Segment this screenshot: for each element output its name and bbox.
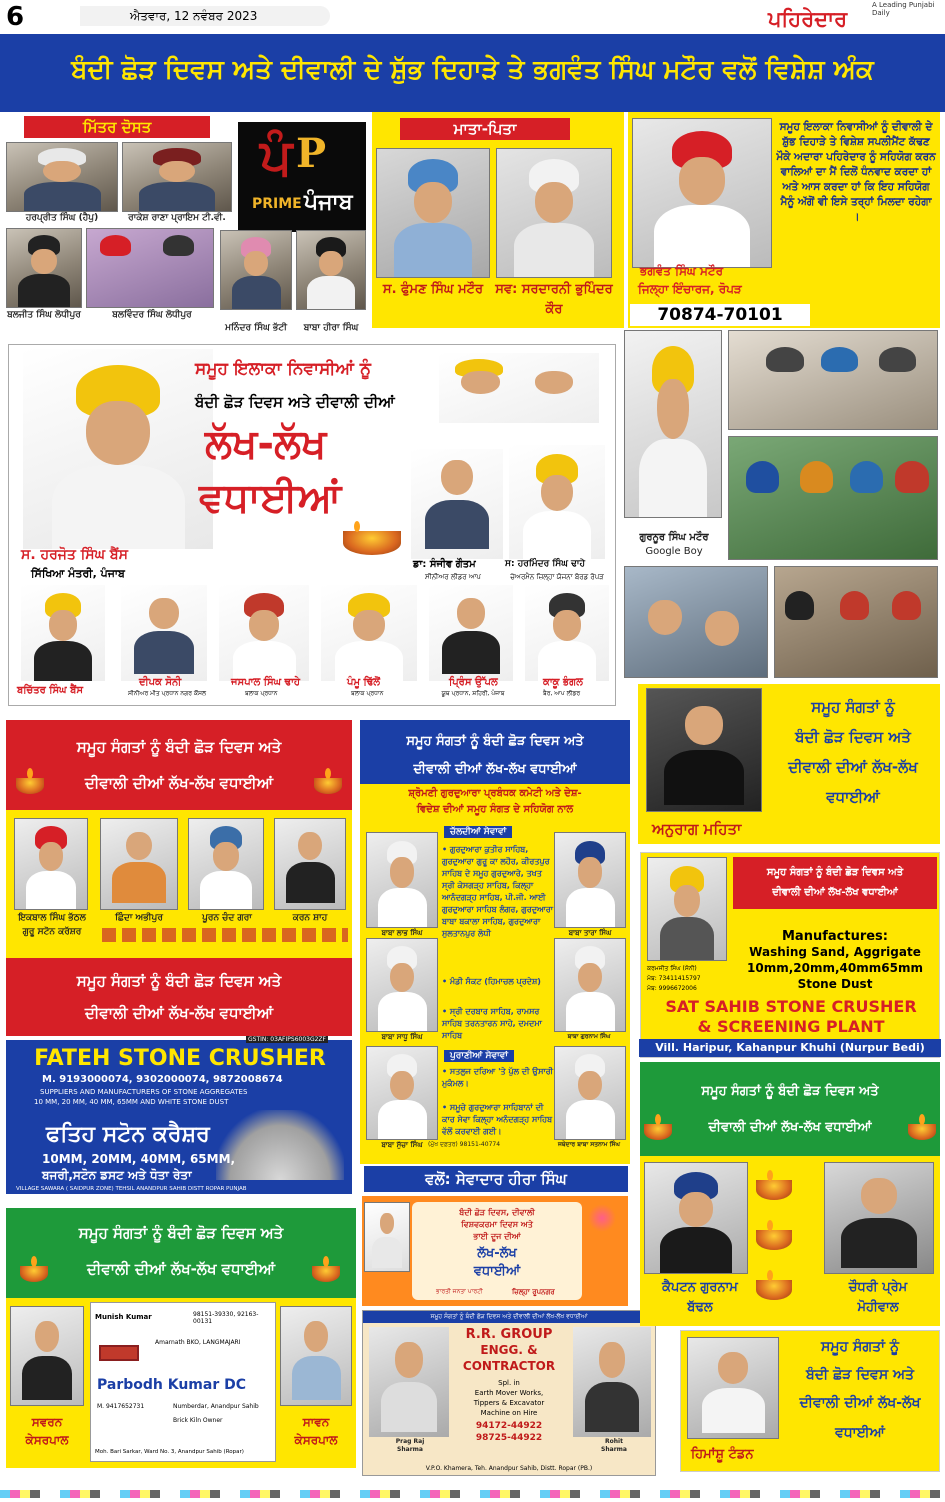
header-date: ਐਤਵਾਰ, 12 ਨਵੰਬਰ 2023 [130,9,258,23]
diya-icon [343,531,401,555]
photo-rohit [573,1327,651,1437]
photo-karamjit [647,857,727,961]
diya-row [102,928,348,942]
himanshu-line1: ਸਮੂਹ ਸੰਗਤਾਂ ਨੂੰ [821,1339,899,1355]
kaku-name: ਕਾਕੂ ਭੰਗਲ [543,677,583,688]
rr-name2: ENGG. & [480,1343,538,1357]
anurag-line3: ਦੀਵਾਲੀ ਦੀਆਂ ਲੱਖ-ਲੱਖ [788,758,918,776]
greeting-fateh [6,958,352,1036]
parbodh-panel [6,1298,356,1468]
photo-baba-hira [296,230,366,310]
baba-satnam-name: ਜਥੇਦਾਰ ਬਾਬਾ ਸਤਨਾਮ ਸਿੰਘ [558,1141,620,1148]
guru-stone-name: ਗੁਰੂ ਸਟੋਨ ਕਰੱਸ਼ਰ [22,927,82,937]
sgpc-line2: ਦੀਵਾਲੀ ਦੀਆਂ ਲੱਖ-ਲੱਖ ਵਧਾਈਆਂ [413,762,577,777]
harjot-big2: ਵਧਾਈਆਂ [199,475,342,521]
deepak-role: ਸੀਨੀਅਰ ਮੀਤ ਪ੍ਰਧਾਨ ਨਗਰ ਕੌਂਸਲ [127,690,207,697]
rr-service2: Tippers & Excavator [473,1399,545,1407]
caption-baljit: ਬਲਜੀਤ ਸਿੰਘ ਲੋਧੀਪੁਰ [7,310,81,320]
photo-baba-tara [554,832,626,928]
fateh-gravel-image [216,1110,344,1180]
kaku-role: ਬੈਰ, ਆਪ ਲੀਡਰ [543,690,581,697]
friends-section [0,112,370,332]
sawan-name: ਸਾਵਨ [302,1415,330,1429]
photo-gurnur-family [624,330,722,518]
diya-icon-left [644,1124,672,1140]
puran-name: ਪੂਰਨ ਚੰਦ ਗਰਾ [202,913,252,923]
anurag-panel [638,684,940,844]
bjp-line6: ਜ਼ਿਲ੍ਹਾ ਰੂਪਨਗਰ [512,1288,555,1296]
rr-phone1: 94172-44922 [475,1421,543,1431]
parents-heading: ਮਾਤਾ-ਪਿਤਾ [400,118,570,140]
bjp-ad [362,1196,628,1306]
prem-surname: ਮੋਹੀਵਾਲ [857,1300,899,1315]
sgpc-tag2: ਪੁਰਾਣੀਆਂ ਸੇਵਾਵਾਂ [444,1050,514,1062]
pammu-name: ਪੰਮੂ ਢਿੱਲੋਂ [347,677,381,688]
parbodh-amarnath: Amarnath BKO, LANGMAJARI [155,1339,241,1346]
baba-labh-name: ਬਾਬਾ ਲਾਭ ਸਿੰਘ [381,929,423,937]
sat-sahib-ad [640,852,940,1058]
baba-tara-name: ਬਾਬਾ ਤਾਰਾ ਸਿੰਘ [568,929,612,937]
swaran-name: ਸਵਰਨ [31,1415,63,1429]
harjot-role: ਸਿੱਖਿਆ ਮੰਤਰੀ, ਪੰਜਾਬ [31,567,125,580]
banner-title: ਬੰਦੀ ਛੋੜ ਦਿਵਸ ਅਤੇ ਦੀਵਾਲੀ ਦੇ ਸ਼ੁੱਭ ਦਿਹਾੜੇ ਤੇ ਭਗਵੰਤ ਸਿੰਘ ਮਟੌਰ ਵਲੋਂ ਵਿਸ਼ੇਸ਼ ਅੰਕ [71,55,874,85]
harjot-line1: ਸਮੂਹ ਇਲਾਕਾ ਨਿਵਾਸੀਆਂ ਨੂੰ [195,359,371,379]
diya-icon-right [312,1266,340,1282]
himanshu-line3: ਦੀਵਾਲੀ ਦੀਆਂ ਲੱਖ-ਲੱਖ [799,1395,921,1411]
rr-service1: Earth Mover Works, [474,1389,544,1397]
diya-icon-right [314,778,342,794]
gurnur-name: ਗੁਰਨੂਰ ਸਿੰਘ ਮਟੌਰ [639,532,709,543]
rr-service3: Machine on Hire [480,1409,538,1417]
fateh-name: FATEH STONE CRUSHER [34,1046,326,1071]
prag-raj-name: Prag Raj [395,1438,425,1445]
iqbal-name: ਇਕਬਾਲ ਸਿੰਘ ਭੱਠਲ [18,913,86,923]
editor-box [628,112,940,328]
bjp-line4: ਲੱਖ-ਲੱਖ [477,1246,517,1261]
prime-logo-punjab: ਪੰਜਾਬ [304,190,353,215]
photo-kaku [525,585,609,681]
parbodh-address: Moh. Bari Sarkar, Ward No. 3, Anandpur Sahib (Ropar) [95,1449,244,1455]
photo-bhagwant [632,118,772,268]
photo-himanshu [687,1337,779,1439]
harjot-line2: ਬੰਦੀ ਛੋੜ ਦਿਵਸ ਅਤੇ ਦੀਵਾਲੀ ਦੀਆਂ [195,393,395,411]
himanshu-panel [680,1330,940,1472]
greeting-captain [640,1062,940,1156]
photo-mother [496,148,612,278]
rr-name1: R.R. GROUP [465,1327,553,1342]
bjp-line1: ਬੰਦੀ ਛੋੜ ਦਿਵਸ, ਦੀਵਾਲੀ [459,1208,535,1217]
photo-harminder [509,445,605,559]
sanjeev-name: ਡਾ: ਸੰਜੀਵ ਗੌਤਮ [413,559,476,570]
caption-maninder: ਮਨਿੰਦਰ ਸਿੰਘ ਭੱਟੀ [225,323,287,333]
photo-jaspal [219,585,309,681]
anurag-name: ਅਨੁਰਾਗ ਮਹਿਤਾ [652,820,742,838]
photo-balwinder [86,228,214,308]
photo-baljit [6,228,82,308]
gurnur-sub: Google Boy [645,546,703,557]
harjot-big1: ਲੱਖ-ਲੱਖ [205,421,327,467]
harminder-role: ਚੇਅਰਮੈਨ ਜ਼ਿਲ੍ਹਾ ਯੋਜਨਾ ਬੋਰਡ ਰੋਪੜ [510,573,604,581]
fateh-psub1: 10MM, 20MM, 40MM, 65MM, [42,1152,236,1166]
caption-harpreet: ਹਰਪ੍ਰੀਤ ਸਿੰਘ (ਹੈਪੁ) [25,213,99,223]
parbodh-phone: 98151-39330, 92163-00131 [193,1311,259,1325]
photo-sawan [280,1306,352,1406]
captain-line2: ਦੀਵਾਲੀ ਦੀਆਂ ਲੱਖ-ਲੱਖ ਵਧਾਈਆਂ [708,1120,872,1135]
greeting-fateh-line1: ਸਮੂਹ ਸੰਗਤਾਂ ਨੂੰ ਬੰਦੀ ਛੋੜ ਦਿਵਸ ਅਤੇ [76,972,282,990]
photo-prince [429,585,513,681]
sgpc-sevadar: ਵਲੋਂ: ਸੇਵਾਦਾਰ ਹੀਰਾ ਸਿੰਘ [364,1166,628,1192]
captain-panel [640,1156,940,1326]
himanshu-line2: ਬੰਦੀ ਛੋੜ ਦਿਵਸ ਅਤੇ [805,1367,915,1383]
sat-sahib-m3: Stone Dust [797,977,873,991]
sat-sahib-m1: Washing Sand, Aggrigate [749,945,921,959]
fateh-sub2: 10 MM, 20 MM, 40 MM, 65MM AND WHITE STONE DUST [34,1098,229,1106]
sat-sahib-address: Vill. Haripur, Kahanpur Khuhi (Nurpur Bedi) [639,1039,941,1057]
prime-logo-text: PRIME [252,196,302,212]
photo-anurag [646,688,762,812]
captain-name: ਕੈਪਟਨ ਗੁਰਨਾਮ [662,1280,738,1295]
caption-rakesh: ਰਾਕੇਸ਼ ਰਾਣਾ ਪ੍ਰਾਇਮ ਟੀ.ਵੀ. [128,213,226,223]
harjot-name: ਸ. ਹਰਜੋਤ ਸਿੰਘ ਬੈਂਸ [21,547,128,563]
diya-icon-left [16,778,44,794]
baba-sucha-name: ਬਾਬਾ ਸੁੱਚਾ ਸਿੰਘ [381,1141,423,1149]
bachittar-name: ਬਚਿੱਤਰ ਸਿੰਘ ਬੈਂਸ [17,685,83,696]
fateh-sub1: SUPPLIERS AND MANUFACTURERS OF STONE AGGREGATES [40,1088,248,1096]
sat-sahib-name1: SAT SAHIB STONE CRUSHER [665,997,917,1016]
father-name: ਸ. ਫੁੰਮਣ ਸਿੰਘ ਮਟੌਰ [382,282,484,297]
himanshu-line4: ਵਧਾਈਆਂ [835,1425,885,1441]
photo-baba-satnam [554,1046,626,1140]
anurag-line1: ਸਮੂਹ ਸੰਗਤਾਂ ਨੂੰ [811,698,895,716]
fateh-psub2: ਬਜਰੀ,ਸਟੋਨ ਡਸਟ ਅਤੇ ਧੋਤਾ ਰੇਤਾ [42,1168,192,1182]
prem-name: ਚੌਧਰੀ ਪ੍ਰੇਮ [848,1280,908,1295]
sawan-surname: ਕੇਸਰਪਾਲ [294,1433,338,1447]
swaran-surname: ਕੇਸਰਪਾਲ [25,1433,69,1447]
sanjeev-role: ਸੀਨੀਅਰ ਲੀਡਰ ਆਪ [425,573,481,581]
editor-message: ਸਮੂਹ ਇਲਾਕਾ ਨਿਵਾਸੀਆਂ ਨੂੰ ਦੀਵਾਲੀ ਦੇ ਸ਼ੁੱਭ ਦਿਹਾੜੇ ਤੇ ਵਿਸ਼ੇਸ਼ ਸਪਲੀਮੈਂਟ ਕੱਢਣ ਮੌਕੇ ਅਦਾਰਾ ਪਹਿਰੇਦਾਰ ਨੂੰ ਸਹਿਯੋਗ ਕਰਨ ਵਾਲਿਆਂ ਦਾ ਮੈਂ ਦਿਲੋਂ ਧੰਨਵਾਦ ਕਰਦਾ ਹਾਂ ਅਤੇ ਆਸ ਕਰਦਾ ਹਾਂ ਕਿ ਇਹ ਸਹਿਯੋਗ ਮੈਨੂੰ ਅੱਗੋਂ ਵੀ ਇਸੇ ਤਰ੍ਹਾਂ ਮਿਲਦਾ ਰਹੇਗਾ । [776,121,936,223]
photo-rakesh [122,142,232,212]
prime-logo-glyph: ਪੰ [260,128,293,186]
baba-sadhu-name: ਬਾਬਾ ਸਾਧੂ ਸਿੰਘ [381,1033,423,1041]
lotus-icon [588,1204,616,1232]
page-header [0,0,945,32]
parbodh-card [90,1302,276,1462]
photo-puran [188,818,264,910]
diya-icon-right [908,1124,936,1140]
sgpc-tag1: ਚੱਲਦੀਆਂ ਸੇਵਾਵਾਂ [444,826,512,838]
photo-modi [364,1202,410,1272]
main-banner [0,34,945,112]
fateh-ad [6,1036,352,1194]
parbodh-munish: Munish Kumar [95,1313,152,1321]
photo-pammu [321,585,417,681]
photo-iqbal [14,818,88,910]
diya-icon-left [20,1266,48,1282]
sgpc-list4: • ਸਤਲੁਜ ਦਰਿਆ 'ਤੇ ਪੁੱਲ ਦੀ ਉਸਾਰੀ ਮੁਕੰਮਲ। [442,1067,554,1088]
editor-role: ਜਿਲ੍ਹਾ ਇੰਚਾਰਜ, ਰੋਪੜ [638,282,742,296]
sgpc-list1: • ਗੁਰਦੁਆਰਾ ਕੁਤੀਰ ਸਾਹਿਬ, ਗੁਰਦੁਆਰਾ ਗੁਰੂ ਕਾ ਲਹੌਰ, ਕੀਰਤਪੁਰ ਸਾਹਿਬ ਦੇ ਸਮੂਹ ਗੁਰਦੁਆਰੇ, ਤਖਤ ਸ੍ਰੀ ਕੇਸਗੜ੍ਹ ਸਾਹਿਬ, ਕਿਲ੍ਹਾ ਆਨੰਦਗੜ੍ਹ ਸਾਹਿਬ, ਪੀ.ਜੀ. ਆਈ ਗੁਰਦੁਆਰਾ ਸਾਹਿਬ ਲੰਗਰ, ਗੁਰਦੁਆਰਾ ਬਾਬਾ ਬਕਾਲਾ ਸਾਹਿਬ, ਗੁਰਦੁਆਰਾ ਸੁਲਤਾਨਪੁਰ ਲੋਧੀ [442,845,553,938]
editor-name: ਭਗਵੰਤ ਸਿੰਘ ਮਟੌਰ [640,264,724,278]
chhinda-name: ਛਿੰਦਾ ਅਭੀਪੁਰ [115,913,163,923]
jaspal-name: ਜਸਪਾਲ ਸਿੰਘ ਢਾਹੇ [231,677,301,688]
parbodh-mob: M. 9417652731 [97,1403,145,1410]
photo-cm-pair [439,353,599,423]
rohit-surname: Sharma [601,1446,627,1453]
parbodh-brick: Brick Kiln Owner [173,1417,223,1424]
mother-name: ਸਵ: ਸਰਦਾਰਨੀ ਭੁਪਿੰਦਰ ਕੌਰ [495,282,613,317]
rr-spl: Spl. in [498,1379,520,1387]
karan-name: ਕਰਨ ਸ਼ਾਹ [292,913,328,923]
captain-surname: ਬੱਢਲ [687,1300,713,1315]
caption-baba-hira: ਬਾਬਾ ਹੀਰਾ ਸਿੰਘ [303,323,359,333]
brick-icon [99,1345,139,1361]
jaspal-role: ਬਲਾਕ ਪ੍ਰਧਾਨ [245,690,278,697]
greeting-line2: ਦੀਵਾਲੀ ਦੀਆਂ ਲੱਖ-ਲੱਖ ਵਧਾਈਆਂ [84,774,274,792]
sgpc-panel [360,784,630,1164]
rr-phone2: 98725-44922 [475,1433,543,1443]
photo-group-outdoor [728,436,938,560]
parbodh-numberdar: Numberdar, Anandpur Sahib [173,1403,259,1410]
sgpc-line3: ਸ਼੍ਰੋਮਣੀ ਗੁਰਦੁਆਰਾ ਪ੍ਰਬੰਧਕ ਕਮੇਟੀ ਅਤੇ ਦੇਸ਼- [408,788,582,799]
photo-baba-gurnam [554,938,626,1032]
friends-heading: ਮਿੱਤਰ ਦੋਸਤ [24,116,210,138]
prince-name: ਪ੍ਰਿੰਸ ਉੱਪਲ [449,677,498,688]
captain-line1: ਸਮੂਹ ਸੰਗਤਾਂ ਨੂੰ ਬੰਦੀ ਛੋੜ ਦਿਵਸ ਅਤੇ [701,1084,879,1099]
parents-section [372,112,624,328]
bjp-line7: ਭਾਰਤੀ ਜਨਤਾ ਪਾਰਟੀ [436,1288,483,1295]
sgpc-line4: ਵਿਦੇਸ਼ ਦੀਆਂ ਸਮੂਹ ਸੰਗਤ ਦੇ ਸਹਿਯੋਗ ਨਾਲ [416,804,574,815]
page-number: 6 [6,2,25,32]
sgpc-phone: (ਮੁੱਖ ਦਫ਼ਤਰ) 98151-40774 [427,1141,501,1148]
photo-harpreet [6,142,118,212]
photo-father [376,148,490,278]
harjot-ad [8,344,616,706]
anurag-line2: ਬੰਦੀ ਛੋੜ ਦਿਵਸ ਅਤੇ [795,728,911,746]
sat-sahib-name2: & SCREENING PLANT [697,1017,885,1036]
fateh-name-pa: ਫਤਿਹ ਸਟੋਨ ਕਰੈਸ਼ਰ [46,1122,210,1147]
sat-sahib-m2: 10mm,20mm,40mm65mm [747,961,923,975]
diya-icon [756,1280,792,1300]
masthead-logo: ਪਹਿਰੇਦਾਰ [768,7,848,31]
parbodh-name: Parbodh Kumar DC [97,1377,247,1393]
sgpc-list3: • ਸ੍ਰੀ ਦਰਬਾਰ ਸਾਹਿਬ, ਰਾਮਸਰ ਸਾਹਿਬ ਤਰਨਤਾਰਨ ਸਾਹੇ, ਦਮਦਮਾ ਸਾਹਿਬ [442,1007,542,1040]
rohit-name: Rohit [605,1438,623,1445]
photo-chaudhary-prem [824,1162,934,1274]
sat-sahib-manu: Manufactures: [782,929,888,944]
baba-gurnam-name: ਬਾਬਾ ਗੁਰਨਾਮ ਸਿੰਘ [567,1033,611,1040]
greeting-parbodh [6,1208,356,1298]
photo-prag-raj [369,1327,449,1437]
photo-harjot [23,349,213,549]
sat-sahib-line1: ਸਮੂਹ ਸੰਗਤਾਂ ਨੂੰ ਬੰਦੀ ਛੋੜ ਦਿਵਸ ਅਤੇ [766,867,904,878]
himanshu-name: ਹਿਮਾਂਸ਼ੂ ਟੰਡਨ [691,1447,754,1462]
rr-top: ਸਮੂਹ ਸੰਗਤਾਂ ਨੂੰ ਬੰਦੀ ਛੋੜ ਦਿਵਸ ਅਤੇ ਦੀਵਾਲੀ ਦੀਆਂ ਲੱਖ-ਲੱਖ ਵਧਾਈਆਂ [363,1311,655,1323]
guru-stone-panel [6,810,352,958]
photo-swaran [10,1306,84,1406]
sat-sahib-greet-bg [733,857,937,909]
rr-group-ad [362,1310,656,1476]
header-tagline: A Leading Punjabi Daily [872,1,935,17]
prince-role: ਯੂਥ ਪ੍ਰਧਾਨ, ਸ਼ਹਿਰੀ, ਪੰਜਾਬ [441,690,505,697]
sgpc-list2: • ਮੰਡੀ ਸੰਕਟ (ਹਿਮਾਚਲ ਪ੍ਰਦੇਸ਼) [442,977,541,986]
photo-bachittar [21,585,105,681]
caption-balwinder: ਬਲਵਿੰਦਰ ਸਿੰਘ ਲੋਧੀਪੁਰ [112,310,192,320]
prime-punjab-logo [238,122,366,232]
photo-baba-sucha [366,1046,438,1140]
prime-logo-p: P [296,130,327,177]
photo-baba-labh [366,832,438,928]
photo-baba-sadhu [366,938,438,1032]
photo-group-four [774,566,938,678]
harminder-name: ਸ: ਹਰਮਿੰਦਰ ਸਿੰਘ ਢਾਹੇ [505,559,586,569]
photo-karan [274,818,346,910]
sgpc-header [360,720,630,784]
pammu-role: ਬਲਾਕ ਪ੍ਰਧਾਨ [351,690,384,697]
greeting-parbodh-line1: ਸਮੂਹ ਸੰਗਤਾਂ ਨੂੰ ਬੰਦੀ ਛੋੜ ਦਿਵਸ ਅਤੇ [78,1224,284,1242]
photo-deepak [121,585,207,681]
editor-phone: 70874-70101 [630,304,810,326]
fateh-phones: M. 9193000074, 9302000074, 9872008674 [42,1074,283,1085]
rr-name3: CONTRACTOR [462,1359,556,1373]
bjp-line3: ਭਾਈ ਦੂਜ ਦੀਆਂ [473,1232,521,1241]
sat-sahib-mob2: ਮੋਬ: 9996672006 [647,985,697,992]
greeting-parbodh-line2: ਦੀਵਾਲੀ ਦੀਆਂ ਲੱਖ-ਲੱਖ ਵਧਾਈਆਂ [86,1260,276,1278]
anurag-line4: ਵਧਾਈਆਂ [826,788,880,806]
deepak-name: ਦੀਪਕ ਸੋਨੀ [139,677,182,688]
greeting-guru-stone [6,720,352,816]
bjp-line5: ਵਧਾਈਆਂ [473,1264,521,1279]
greeting-fateh-line2: ਦੀਵਾਲੀ ਦੀਆਂ ਲੱਖ-ਲੱਖ ਵਧਾਈਆਂ [84,1004,274,1022]
color-registration-strip [0,1490,945,1498]
photo-sanjeev [411,449,503,559]
photo-chhinda [100,818,178,910]
diya-icon [756,1230,792,1250]
photo-children [624,566,768,678]
fateh-gstin: GSTIN: 03AFIPS6003G2ZF [248,1036,326,1043]
sgpc-list5: • ਸਮੂਚੇ ਗੁਰਦੁਆਰਾ ਸਾਹਿਬਾਨਾਂ ਦੀ ਕਾਰ ਸੇਵਾ ਕਿਲ੍ਹਾ ਅਨੰਦਗੜ੍ਹ ਸਾਹਿਬ ਵੱਲੋਂ ਕਰਵਾਈ ਗਈ। [442,1103,553,1136]
sat-sahib-owner: ਕਰਮਜੀਤ ਸਿੰਘ (ਸੋਨੀ) [647,965,697,972]
photo-maninder [220,230,292,310]
greeting-line1: ਸਮੂਹ ਸੰਗਤਾਂ ਨੂੰ ਬੰਦੀ ਛੋੜ ਦਿਵਸ ਅਤੇ [76,738,282,756]
prag-raj-surname: Sharma [397,1446,423,1453]
photo-group-room [728,330,938,430]
sgpc-line1: ਸਮੂਹ ਸੰਗਤਾਂ ਨੂੰ ਬੰਦੀ ਛੋੜ ਦਿਵਸ ਅਤੇ [406,734,584,749]
sat-sahib-line2: ਦੀਵਾਲੀ ਦੀਆਂ ਲੱਖ-ਲੱਖ ਵਧਾਈਆਂ [772,887,898,898]
bjp-line2: ਵਿਸ਼ਵਕਰਮਾ ਦਿਵਸ ਅਤੇ [461,1220,533,1229]
diya-icon [756,1180,792,1200]
fateh-address: VILLAGE SAWARA ( SAIDPUR ZONE) TEHSIL ANANDPUR SAHIB DISTT ROPAR PUNJAB [16,1186,247,1192]
photo-captain-gurnam [644,1162,748,1274]
rr-address: V.P.O. Khamera, Teh. Anandpur Sahib, Distt. Ropar (PB.) [425,1465,593,1472]
sat-sahib-mob1: ਮੋਬ: 73411415797 [647,975,701,982]
